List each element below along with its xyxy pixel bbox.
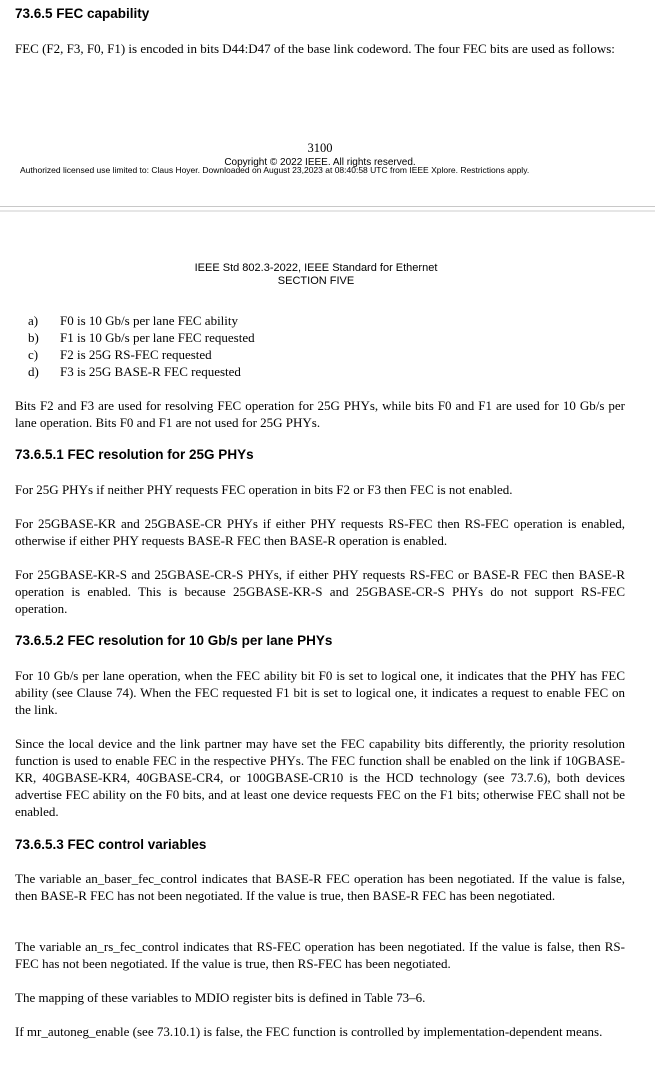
page-number: 3100 bbox=[307, 141, 333, 155]
paragraph-10g-fec-ability: For 10 Gb/s per lane operation, when the FEC ability bit F0 is set to logical one, it indicates that the PHY has FEC ability (see Clause 74). When the FEC requested F1 bit is set to logical one, it indicates a request to enable FEC on the link. bbox=[15, 668, 625, 717]
fec-bits-list bbox=[28, 312, 255, 380]
intro-paragraph: FEC (F2, F3, F0, F1) is encoded in bits D44:D47 of the base link codeword. The four FEC bits are used as follows: bbox=[15, 41, 615, 56]
list-item-label: c) bbox=[28, 347, 39, 362]
authorization-notice: Authorized licensed use limited to: Claus Hoyer. Downloaded on August 23,2023 at 08:40:58 UTC from IEEE Xplore. Restrictions apply. bbox=[20, 165, 530, 175]
list-item bbox=[28, 346, 255, 363]
list-item-text: F0 is 10 Gb/s per lane FEC ability bbox=[60, 313, 239, 328]
copyright-notice: Copyright © 2022 IEEE. All rights reserved. bbox=[224, 157, 416, 168]
paragraph-priority-resolution: Since the local device and the link partner may have set the FEC capability bits differently, the priority resolution function is used to enable FEC in the respective PHYs. The FEC function shall be enabled on the link if 10GBASE-KR, 40GBASE-KR4, 40GBASE-CR4, or 100GBASE-CR10 is the HCD technology (see 73.7.6), both devices advertise FEC ability on the F0 bits, and at least one device requests FEC on the F1 bits; otherwise FEC shall not be enabled. bbox=[15, 736, 625, 819]
list-item-text: F2 is 25G RS-FEC requested bbox=[60, 347, 212, 362]
paragraph-autoneg-enable: If mr_autoneg_enable (see 73.10.1) is false, the FEC function is controlled by implementation-dependent means. bbox=[15, 1024, 603, 1039]
section-heading-fec-capability: 73.6.5 FEC capability bbox=[15, 6, 150, 21]
page-separator-top bbox=[0, 206, 655, 207]
paragraph-mdio-mapping: The mapping of these variables to MDIO register bits is defined in Table 73–6. bbox=[15, 990, 426, 1005]
list-item-label: d) bbox=[28, 364, 39, 379]
paragraph-25g-kr-cr: For 25GBASE-KR and 25GBASE-CR PHYs if either PHY requests RS-FEC then RS-FEC operation is enabled, otherwise if either PHY requests BASE-R FEC then BASE-R operation is enabled. bbox=[15, 516, 625, 548]
list-item bbox=[28, 363, 255, 380]
list-item-label: a) bbox=[28, 313, 39, 328]
list-item bbox=[28, 329, 255, 346]
paragraph-25g-kr-s-cr-s: For 25GBASE-KR-S and 25GBASE-CR-S PHYs, if either PHY requests RS-FEC or BASE-R FEC then BASE-R operation is enabled. This is because 25GBASE-KR-S and 25GBASE-CR-S PHYs do not support RS-FEC operation. bbox=[15, 567, 625, 616]
section-heading-control-variables: 73.6.5.3 FEC control variables bbox=[15, 837, 207, 852]
paragraph-baser-fec-control: The variable an_baser_fec_control indicates that BASE-R FEC operation has been negotiated. If the value is false, then BASE-R FEC has not been negotiated. If the value is true, then BASE-R FEC has been negotiated. bbox=[15, 871, 625, 903]
section-heading-25g: 73.6.5.1 FEC resolution for 25G PHYs bbox=[15, 447, 254, 462]
paragraph-25g-not-enabled: For 25G PHYs if neither PHY requests FEC operation in bits F2 or F3 then FEC is not enabled. bbox=[15, 482, 513, 497]
list-item-text: F1 is 10 Gb/s per lane FEC requested bbox=[60, 330, 255, 345]
list-item bbox=[28, 312, 255, 329]
list-item-text: F3 is 25G BASE-R FEC requested bbox=[60, 364, 241, 379]
running-header-section: SECTION FIVE bbox=[277, 275, 355, 287]
running-header-title: IEEE Std 802.3-2022, IEEE Standard for Ethernet bbox=[194, 262, 438, 274]
page-separator-bottom bbox=[0, 210, 655, 212]
list-item-label: b) bbox=[28, 330, 39, 345]
section-heading-10g: 73.6.5.2 FEC resolution for 10 Gb/s per lane PHYs bbox=[15, 633, 333, 648]
paragraph-fec-bits-usage: Bits F2 and F3 are used for resolving FEC operation for 25G PHYs, while bits F0 and F1 are used for 10 Gb/s per lane operation. Bits F0 and F1 are not used for 25G PHYs. bbox=[15, 398, 625, 430]
paragraph-rs-fec-control: The variable an_rs_fec_control indicates that RS-FEC operation has been negotiated. If the value is false, then RS-FEC has not been negotiated. If the value is true, then RS-FEC has been negotiated. bbox=[15, 939, 625, 971]
